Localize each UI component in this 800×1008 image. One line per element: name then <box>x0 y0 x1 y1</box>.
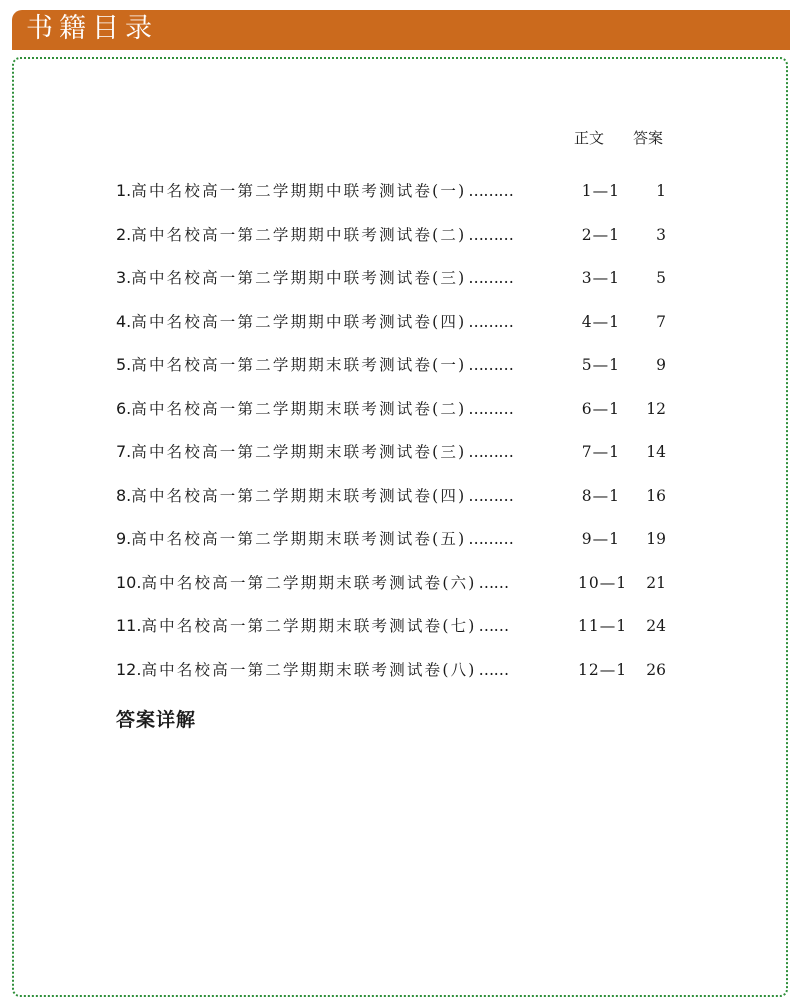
toc-leader-dots: ……… <box>468 356 514 374</box>
toc-entry[interactable] <box>116 659 676 681</box>
toc-entry-answer-page: 21 <box>646 574 666 592</box>
toc-entry-answer-page: 16 <box>646 487 666 505</box>
toc-entry-answer-page: 14 <box>646 443 666 461</box>
toc-leader-dots: ……… <box>468 226 514 244</box>
toc-entry-answer-page: 9 <box>656 356 666 374</box>
toc-entry[interactable] <box>116 615 676 637</box>
toc-entry[interactable] <box>116 398 676 420</box>
toc-entry-title: 高中名校高一第二学期期末联考测试卷(二) <box>131 400 467 418</box>
toc-leader-dots: ……… <box>468 313 514 331</box>
toc-entry-number: 8. <box>116 486 132 505</box>
toc-entry-number: 11. <box>116 616 142 635</box>
toc-entry-answer-page: 19 <box>646 530 666 548</box>
toc-leader-dots: …… <box>478 661 509 679</box>
toc-entry-answer-page: 24 <box>646 617 666 635</box>
toc-entry-title: 高中名校高一第二学期期末联考测试卷(三) <box>131 443 467 461</box>
toc-entry-title: 高中名校高一第二学期期末联考测试卷(四) <box>131 487 467 505</box>
toc-leader-dots: …… <box>478 574 509 592</box>
toc-entry-answer-page: 12 <box>646 400 666 418</box>
toc-entry[interactable] <box>116 485 676 507</box>
toc-entry-page: 12—1 <box>578 661 628 679</box>
toc-entry-title: 高中名校高一第二学期期中联考测试卷(三) <box>131 269 467 287</box>
toc-entry[interactable] <box>116 354 676 376</box>
toc-entry-page: 2—1 <box>581 226 620 244</box>
toc-entry-number: 6. <box>116 399 132 418</box>
answers-section-heading[interactable]: 答案详解 <box>116 709 197 731</box>
toc-leader-dots: …… <box>478 617 509 635</box>
toc-entry[interactable] <box>116 572 676 594</box>
toc-entry-number: 7. <box>116 442 132 461</box>
toc-entry-answer-page: 7 <box>656 313 666 331</box>
toc-entry-title: 高中名校高一第二学期期末联考测试卷(八) <box>141 661 477 679</box>
toc-entry-page: 6—1 <box>581 400 620 418</box>
toc-entry-title: 高中名校高一第二学期期末联考测试卷(五) <box>131 530 467 548</box>
toc-leader-dots: ……… <box>468 182 514 200</box>
toc-entry[interactable] <box>116 441 676 463</box>
toc-entry[interactable] <box>116 528 676 550</box>
toc-leader-dots: ……… <box>468 487 514 505</box>
toc-entry-title: 高中名校高一第二学期期中联考测试卷(二) <box>131 226 467 244</box>
toc-entry-number: 9. <box>116 529 132 548</box>
toc-entry[interactable] <box>116 180 676 202</box>
toc-entry-title: 高中名校高一第二学期期中联考测试卷(四) <box>131 313 467 331</box>
toc-leader-dots: ……… <box>468 443 514 461</box>
toc-entry-page: 7—1 <box>581 443 620 461</box>
toc-entry-page: 4—1 <box>581 313 620 331</box>
toc-entry[interactable] <box>116 311 676 333</box>
toc-entry-title: 高中名校高一第二学期期末联考测试卷(六) <box>141 574 477 592</box>
toc-entry-page: 3—1 <box>581 269 620 287</box>
toc-entry-number: 10. <box>116 573 142 592</box>
toc-entry-page: 1—1 <box>581 182 620 200</box>
toc-entry-number: 1. <box>116 181 132 200</box>
toc-entry-number: 12. <box>116 660 142 679</box>
column-header-main: 正文 <box>574 129 605 147</box>
page-title: 书籍目录 <box>26 13 158 44</box>
toc-entry-page: 11—1 <box>578 617 628 635</box>
toc-entry-answer-page: 3 <box>656 226 666 244</box>
toc-entry-page: 5—1 <box>581 356 620 374</box>
toc-leader-dots: ……… <box>468 530 514 548</box>
toc-entry-title: 高中名校高一第二学期期中联考测试卷(一) <box>131 182 467 200</box>
toc-entry-page: 8—1 <box>581 487 620 505</box>
toc-leader-dots: ……… <box>468 269 514 287</box>
column-header-answer: 答案 <box>633 129 664 147</box>
toc-entry-number: 3. <box>116 268 132 287</box>
toc-entry-number: 5. <box>116 355 132 374</box>
toc-entry-number: 2. <box>116 225 132 244</box>
toc-entry-title: 高中名校高一第二学期期末联考测试卷(七) <box>141 617 477 635</box>
toc-entry-page: 9—1 <box>581 530 620 548</box>
toc-entry[interactable] <box>116 224 676 246</box>
toc-entry-number: 4. <box>116 312 132 331</box>
toc-entry-answer-page: 5 <box>656 269 666 287</box>
toc-entry[interactable] <box>116 267 676 289</box>
toc-entry-page: 10—1 <box>578 574 628 592</box>
toc-entry-title: 高中名校高一第二学期期末联考测试卷(一) <box>131 356 467 374</box>
toc-entry-answer-page: 26 <box>646 661 666 679</box>
toc-leader-dots: ……… <box>468 400 514 418</box>
toc-entry-answer-page: 1 <box>656 182 666 200</box>
